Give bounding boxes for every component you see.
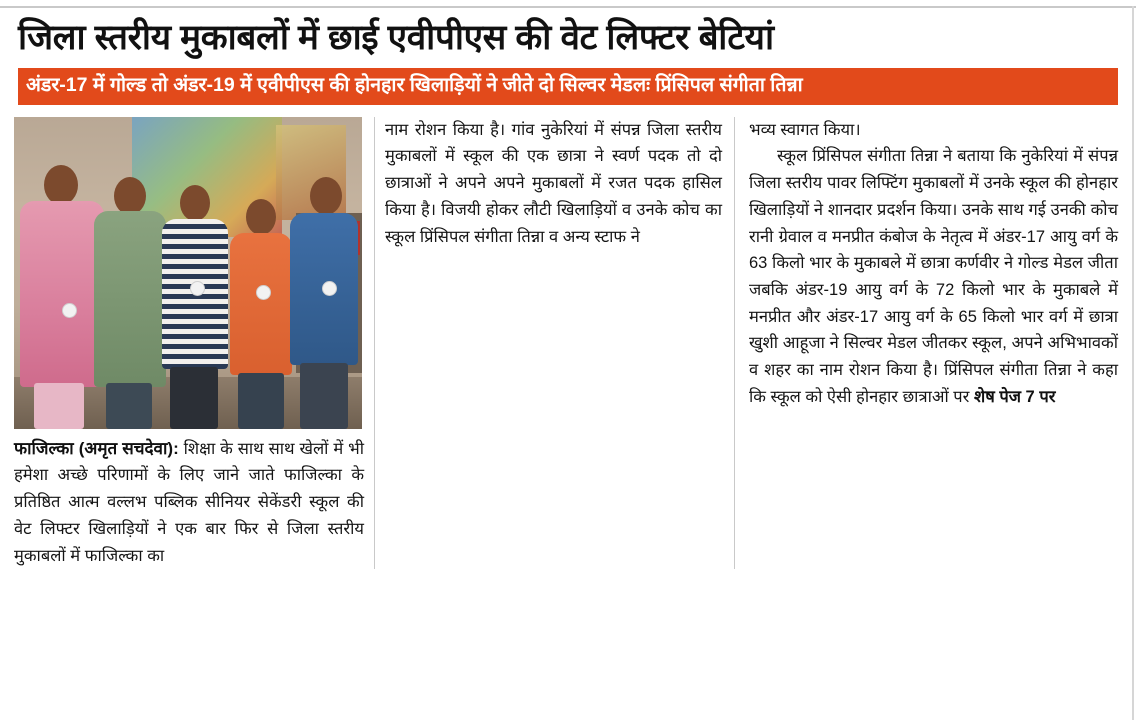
photo-medal bbox=[322, 281, 337, 296]
photo-person-torso bbox=[94, 211, 166, 387]
right-column-text-body bbox=[749, 143, 1118, 410]
right-column-text-top: भव्य स्वागत किया। bbox=[749, 120, 861, 139]
dateline: फाजिल्का (अमृत सचदेवा): bbox=[14, 438, 179, 458]
middle-column-text: नाम रोशन किया है। गांव नुकेरियां में संपन्न जिला स्तरीय मुकाबलों में स्कूल की एक छात्रा ने स्वर्ण पदक तो दो छात्राओं ने अपने अपने मुकाबलों में रजत पदक हासिल किया है। विजयी होकर लौटी खिलाड़ियों व उनके कोच का स्कूल प्रिंसिपल संगीता तिन्ना व अन्य स्टाफ ने bbox=[385, 120, 722, 246]
photo-person-head bbox=[180, 185, 210, 221]
article-body bbox=[14, 117, 1122, 570]
photo-person-3 bbox=[160, 171, 230, 429]
photo-person-head bbox=[310, 177, 342, 215]
page-title: जिला स्तरीय मुकाबलों में छाई एवीपीएस की वेट लिफ्टर बेटियां bbox=[18, 18, 774, 57]
photo-person-legs bbox=[238, 373, 284, 429]
photo-medal bbox=[256, 285, 271, 300]
top-divider bbox=[0, 6, 1136, 8]
photo-person-5 bbox=[288, 169, 360, 429]
photo-person-head bbox=[114, 177, 146, 215]
photo-person-legs bbox=[106, 383, 152, 429]
column-middle bbox=[374, 117, 734, 570]
left-column-body: शिक्षा के साथ साथ खेलों में भी हमेशा अच्छे परिणामों के लिए जाने जाते फाजिल्का के प्रतिष्ठित आत्म वल्लभ पब्लिक सीनियर सेकेंडरी स्कूल की वेट लिफ्टर खिलाड़ियों ने एक बार फिर से जिला स्तरीय मुकाबलों में फाजिल्का का bbox=[14, 439, 364, 565]
jump-line: शेष पेज 7 पर bbox=[974, 387, 1056, 406]
photo-medal bbox=[62, 303, 77, 318]
photo-person-head bbox=[246, 199, 276, 235]
photo-medal bbox=[190, 281, 205, 296]
subheadline-banner: अंडर-17 में गोल्ड तो अंडर-19 में एवीपीएस की होनहार खिलाड़ियों ने जीते दो सिल्वर मेडलः प्रिंसिपल संगीता तिन्ना bbox=[18, 68, 1118, 104]
photo-person-4 bbox=[226, 177, 296, 429]
photo-person-2 bbox=[92, 167, 168, 429]
photo-person-legs bbox=[34, 383, 84, 429]
right-divider bbox=[1132, 6, 1134, 720]
photo-person-legs bbox=[170, 367, 218, 429]
right-column-body: स्कूल प्रिंसिपल संगीता तिन्ना ने बताया कि नुकेरियां में संपन्न जिला स्तरीय पावर लिफ्टिंग मुकाबलों में उनके स्कूल की होनहार खिलाड़ियों ने शानदार प्रदर्शन किया। उनके साथ गई उनकी कोच रानी ग्रेवाल व मनप्रीत कंबोज के नेतृत्व में अंडर-17 आयु वर्ग के 63 किलो भार के मुकाबले में छात्रा कर्णवीर ने गोल्ड मेडल जीता जबकि अंडर-19 आयु वर्ग के 72 किलो भार के मुकाबले में मनप्रीत और अंडर-17 आयु वर्ग के 65 किलो भार वर्ग में छात्रा खुशी आहूजा ने सिल्वर मेडल जीतकर स्कूल, अपने अभिभावकों व शहर का नाम रोशन किया है। प्रिंसिपल संगीता तिन्ना ने कहा कि स्कूल को ऐसी होनहार छात्राओं पर bbox=[749, 147, 1118, 406]
photo-person-legs bbox=[300, 363, 348, 429]
column-right bbox=[734, 117, 1122, 570]
left-column-text bbox=[14, 435, 364, 570]
photo-person-head bbox=[44, 165, 78, 205]
column-left bbox=[14, 117, 374, 570]
photo-person-torso bbox=[230, 233, 292, 375]
article-photo bbox=[14, 117, 362, 429]
